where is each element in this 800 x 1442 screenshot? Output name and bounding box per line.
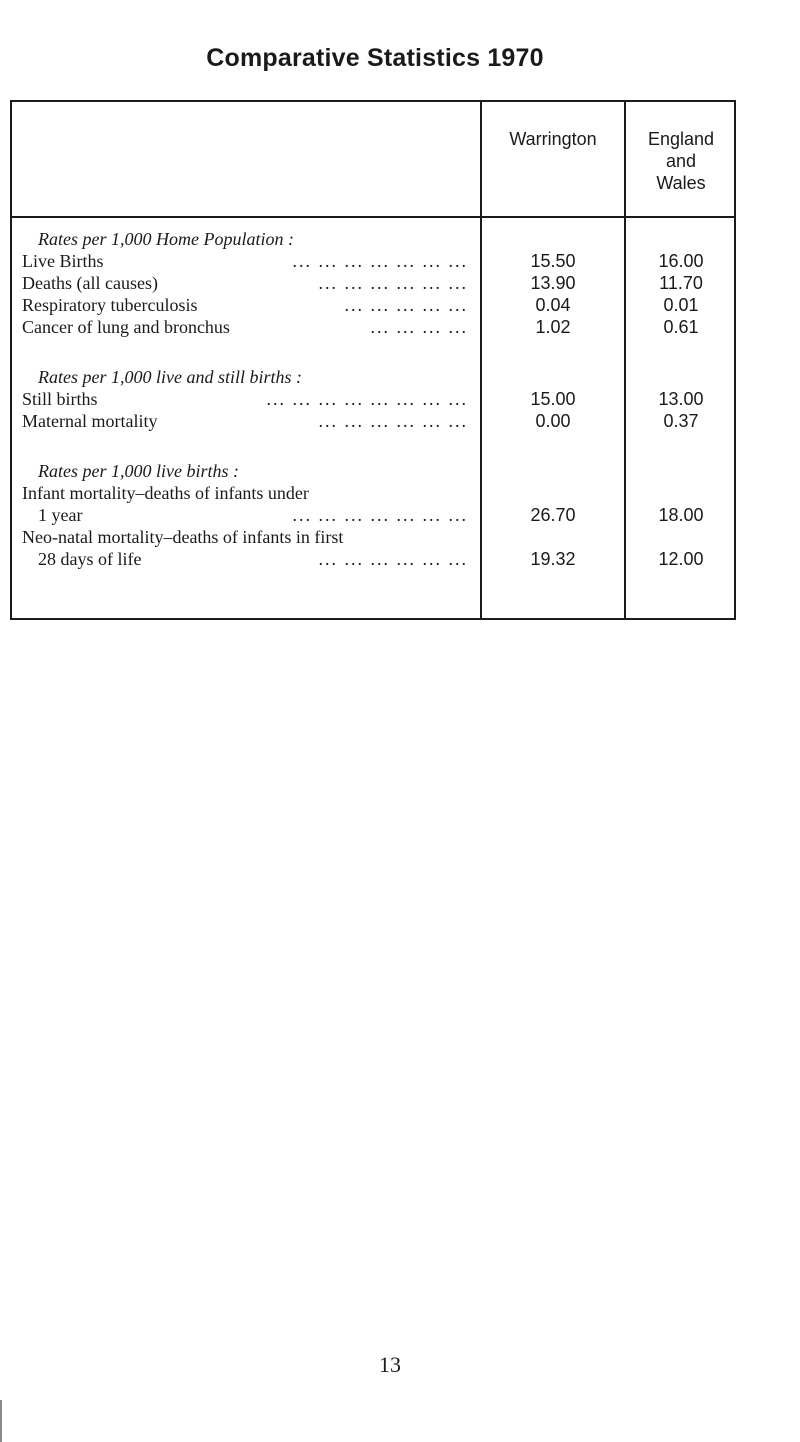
warrington-value: 1.02 — [535, 317, 571, 337]
row-label-line: Neo-natal mortality–deaths of infants in first — [22, 527, 344, 547]
leader-dots: ... ... ... ... ... ... ... ... — [261, 388, 469, 410]
england-wales-value: 0.01 — [663, 295, 699, 315]
row-label-text: Respiratory tuberculosis — [22, 295, 198, 315]
warrington-value: 15.50 — [530, 251, 576, 271]
leader-dots: ... ... ... ... ... ... — [313, 410, 469, 432]
leader-dots: ... ... ... ... — [365, 316, 469, 338]
warrington-value: 19.32 — [530, 549, 576, 569]
england-wales-value: 11.70 — [659, 273, 703, 293]
row-label-text: Maternal mortality — [22, 411, 158, 431]
england-wales-value: 13.00 — [658, 389, 704, 409]
england-wales-value: 0.61 — [663, 317, 699, 337]
row-label — [22, 250, 468, 272]
warrington-value: 26.70 — [530, 505, 576, 525]
row-label — [22, 388, 468, 410]
column-header-england-wales — [626, 128, 736, 194]
scan-edge-mark — [0, 1400, 2, 1442]
row-label — [22, 294, 468, 316]
row-label-text: Cancer of lung and bronchus — [22, 317, 230, 337]
leader-dots: ... ... ... ... ... — [339, 294, 469, 316]
section-heading: Rates per 1,000 live births : — [38, 461, 239, 481]
section-heading: Rates per 1,000 Home Population : — [38, 229, 294, 249]
column-header-line: Wales — [656, 173, 706, 193]
column-header-line: England — [647, 129, 715, 149]
england-wales-value: 0.37 — [663, 411, 699, 431]
row-label-text: Still births — [22, 389, 98, 409]
column-divider — [480, 102, 482, 618]
column-header-warrington: Warrington — [509, 129, 597, 149]
warrington-value: 15.00 — [530, 389, 576, 409]
row-label-line: Infant mortality–deaths of infants under — [22, 483, 309, 503]
england-wales-value: 18.00 — [658, 505, 704, 525]
row-label — [22, 316, 468, 338]
page-title: Comparative Statistics 1970 — [206, 44, 544, 72]
row-label-text: Live Births — [22, 251, 104, 271]
leader-dots: ... ... ... ... ... ... — [313, 548, 469, 570]
row-label — [38, 548, 468, 570]
leader-dots: ... ... ... ... ... ... — [313, 272, 469, 294]
warrington-value: 0.00 — [535, 411, 571, 431]
leader-dots: ... ... ... ... ... ... ... — [287, 250, 469, 272]
row-label-text: 1 year — [38, 505, 83, 525]
column-header-line: and — [665, 151, 697, 171]
row-label — [38, 504, 468, 526]
england-wales-value: 12.00 — [658, 549, 704, 569]
row-label-text: 28 days of life — [38, 549, 142, 569]
header-divider — [12, 216, 734, 218]
row-label — [22, 272, 468, 294]
leader-dots: ... ... ... ... ... ... ... — [287, 504, 469, 526]
section-heading: Rates per 1,000 live and still births : — [38, 367, 302, 387]
page-number: 13 — [379, 1352, 401, 1377]
warrington-value: 0.04 — [535, 295, 571, 315]
row-label — [22, 410, 468, 432]
statistics-table — [10, 100, 736, 620]
warrington-value: 13.90 — [530, 273, 576, 293]
row-label-text: Deaths (all causes) — [22, 273, 158, 293]
england-wales-value: 16.00 — [658, 251, 704, 271]
